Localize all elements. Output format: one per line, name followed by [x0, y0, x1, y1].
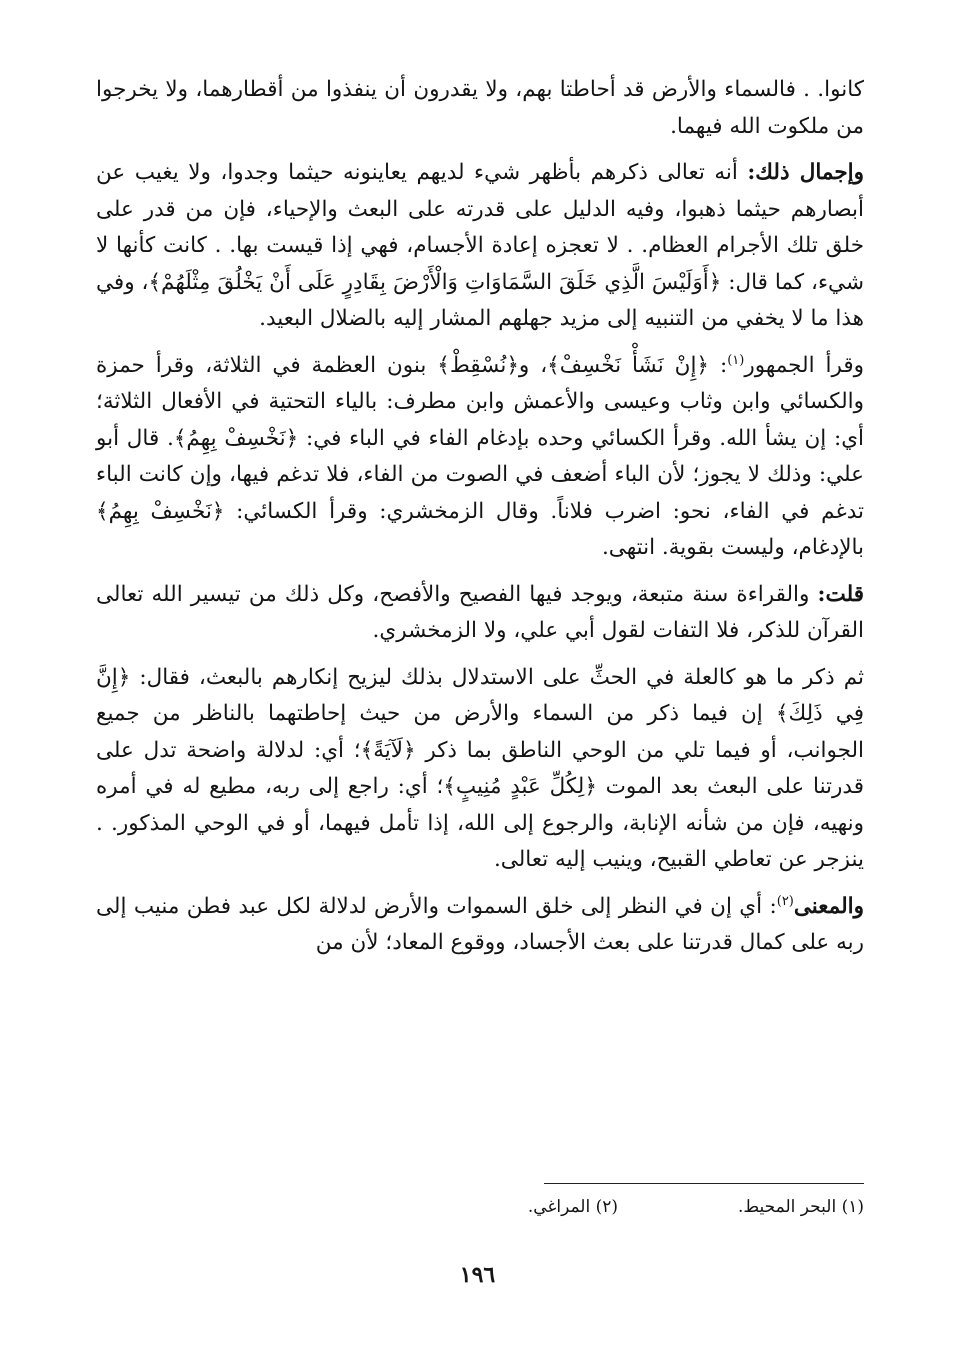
paragraph-6-lead: والمعنى: [793, 893, 864, 919]
footnotes: [304, 1197, 864, 1217]
paragraph-5-text: ثم ذكر ما هو كالعلة في الحثِّ على الاستدلال بذلك ليزيح إنكارهم بالبعث، فقال: ﴿إِنَّ فِي ذَلِكَ﴾ إن فيما ذكر من السماء والأرض من حيث إحاطتهما بالناظر من جميع الجوانب، أو فيما تلي من الوحي الناطق بما ذكر ﴿لَآيَةً﴾؛ أي: لدلالة واضحة تدل على قدرتنا على البعث بعد الموت ﴿لِكُلِّ عَبْدٍ مُنِيبٍ﴾؛ أي: راجع إلى ربه، مطيع له في أمره ونهيه، فإن من شأنه الإنابة، والرجوع إلى الله، إذا تأمل فيهما، أو في الوحي المذكور. . ينزجر عن تعاطي القبيح، وينيب إليه تعالى.: [96, 664, 864, 872]
paragraph-4: [96, 577, 864, 650]
paragraph-1: [96, 72, 864, 145]
page-number: ١٩٦: [459, 1262, 496, 1288]
paragraph-1-text: كانوا. . فالسماء والأرض قد أحاطتا بهم، ولا يقدرون أن ينفذوا من أقطارهما، ولا يخرجوا من ملكوت الله فيهما.: [96, 77, 864, 139]
paragraph-4-lead: قلت:: [817, 581, 864, 607]
paragraph-3-text: : ﴿إِنْ نَشَأْ نَخْسِفْ﴾، و﴿نُسْقِطْ﴾ بنون العظمة في الثلاثة، وقرأ حمزة والكسائي وابن وثاب وعيسى والأعمش وابن مطرف: بالياء التحتية في الأفعال الثلاثة؛ أي: إن يشأ الله. وقرأ الكسائي وحده بإدغام الفاء في الباء في: ﴿نَخْسِفْ بِهِمُ﴾. قال أبو علي: وذلك لا يجوز؛ لأن الباء أضعف في الصوت من الفاء، فلا تدغم فيها، وإن كانت الباء تدغم في الفاء، نحو: اضرب فلاناً. وقال الزمخشري: وقرأ الكسائي: ﴿نَخْسِفْ بِهِمُ﴾ بالإدغام، وليست بقوية. انتهى.: [96, 352, 864, 560]
paragraph-3: [96, 348, 864, 567]
page-body: [96, 72, 864, 972]
footnote-ref-2: (٢): [776, 893, 794, 909]
paragraph-4-text: والقراءة سنة متبعة، ويوجد فيها الفصيح والأفصح، وكل ذلك من تيسير الله تعالى القرآن للذكر، فلا التفات لقول أبي علي، ولا الزمخشري.: [96, 581, 864, 643]
paragraph-5: [96, 660, 864, 879]
paragraph-6-text: : أي إن في النظر إلى خلق السموات والأرض لدلالة لكل عبد فطن منيب إلى ربه على كمال قدرتنا على بعث الأجساد، ووقوع المعاد؛ لأن من: [96, 893, 864, 955]
footnote-ref-1: (١): [727, 352, 745, 368]
paragraph-3-text-before: وقرأ الجمهور: [744, 352, 865, 378]
paragraph-6: [96, 889, 864, 962]
footnote-divider: [544, 1183, 864, 1184]
paragraph-2: [96, 155, 864, 338]
paragraph-2-lead: وإجمال ذلك:: [747, 160, 864, 185]
footnote-1: (١) البحر المحيط.: [738, 1197, 864, 1217]
paragraph-2-text: أنه تعالى ذكرهم بأظهر شيء لديهم يعاينونه حيثما وجدوا، ولا يغيب عن أبصارهم حيثما ذهبوا، وفيه الدليل على قدرته على البعث والإحياء، فإن من قدر على خلق تلك الأجرام العظام. . لا تعجزه إعادة الأجسام، فهي إذا قيست بها. . كانت كأنها لا شيء، كما قال: ﴿أَوَلَيْسَ الَّذِي خَلَقَ السَّمَاوَاتِ وَالْأَرْضَ بِقَادِرٍ عَلَى أَنْ يَخْلُقَ مِثْلَهُمْ﴾، وفي هذا ما لا يخفي من التنبيه إلى مزيد جهلهم المشار إليه بالضلال البعيد.: [96, 160, 864, 331]
footnote-2: (٢) المراغي.: [527, 1197, 619, 1217]
